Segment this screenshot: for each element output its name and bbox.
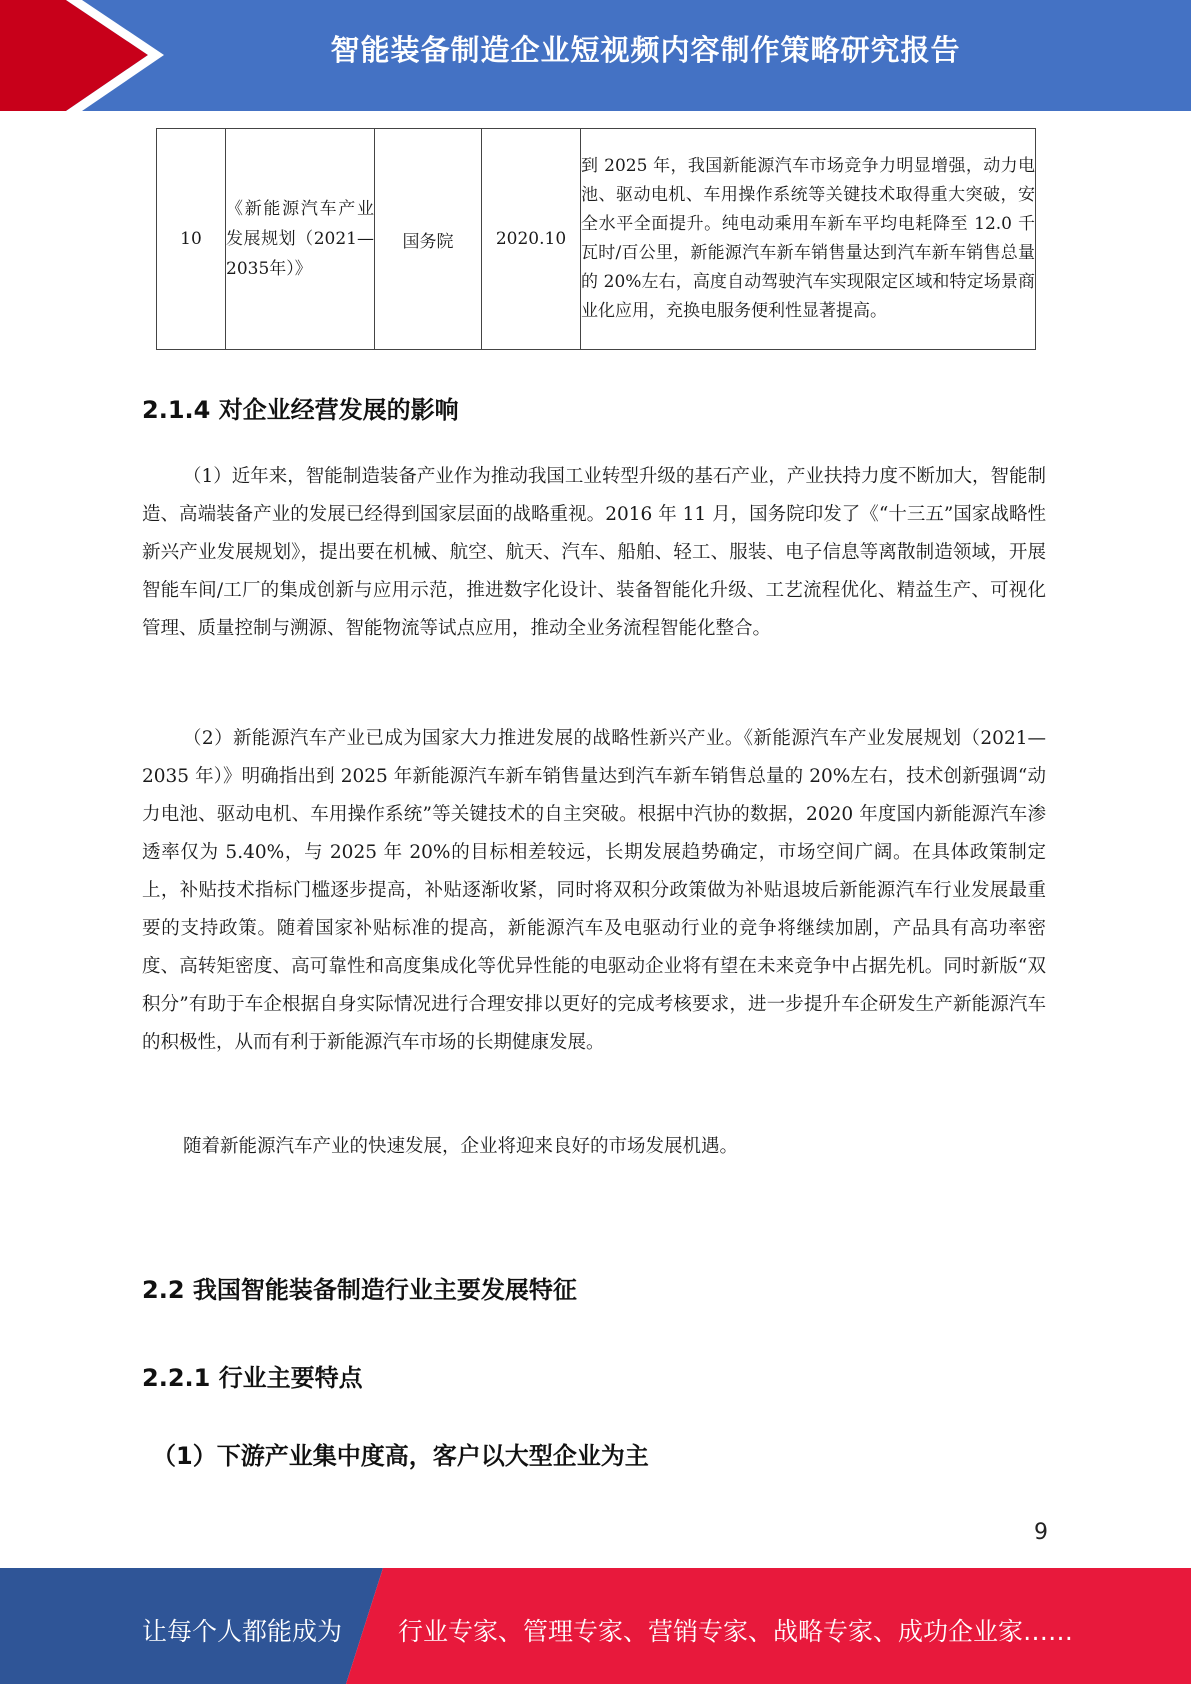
table-row	[157, 129, 1036, 350]
footer-slogan-left: 让每个人都能成为	[142, 1617, 343, 1646]
policy-table	[156, 128, 1036, 350]
cell-date: 2020.10	[482, 129, 581, 350]
cell-number: 10	[157, 129, 226, 350]
cell-issuer: 国务院	[375, 129, 482, 350]
footer-banner	[0, 1568, 1191, 1684]
page-number: 9	[1034, 1520, 1048, 1545]
item-heading-1: （1）下游产业集中度高，客户以大型企业为主	[152, 1442, 649, 1470]
footer-slogan-right: 行业专家、管理专家、营销专家、战略专家、成功企业家……	[398, 1617, 1074, 1646]
header-banner	[0, 0, 1191, 111]
paragraph-2: （2）新能源汽车产业已成为国家大力推进发展的战略性新兴产业。《新能源汽车产业发展规划（2021—2035 年）》明确指出到 2025 年新能源汽车新车销售量达到汽车新车销售总量的 20%左右，技术创新强调“动力电池、驱动电机、车用操作系统”等关键技术的自主突破。根据中汽协的数据，2020 年度国内新能源汽车渗透率仅为 5.40%，与 2025 年 20%的目标相差较远，长期发展趋势确定，市场空间广阔。在具体政策制定上，补贴技术指标门槛逐步提高，补贴逐渐收紧，同时将双积分政策做为补贴退坡后新能源汽车行业发展最重要的支持政策。随着国家补贴标准的提高，新能源汽车及电驱动行业的竞争将继续加剧，产品具有高功率密度、高转矩密度、高可靠性和高度集成化等优异性能的电驱动企业将有望在未来竞争中占据先机。同时新版“双积分”有助于车企根据自身实际情况进行合理安排以更好的完成考核要求，进一步提升车企研发生产新能源汽车的积极性，从而有利于新能源汽车市场的长期健康发展。	[142, 728, 1046, 1053]
paragraph-1: （1）近年来，智能制造装备产业作为推动我国工业转型升级的基石产业，产业扶持力度不断加大，智能制造、高端装备产业的发展已经得到国家层面的战略重视。2016 年 11 月，国务院印发了《“十三五”国家战略性新兴产业发展规划》，提出要在机械、航空、航天、汽车、船舶、轻工、服装、电子信息等离散制造领域，开展智能车间/工厂的集成创新与应用示范，推进数字化设计、装备智能化升级、工艺流程优化、精益生产、可视化管理、质量控制与溯源、智能物流等试点应用，推动全业务流程智能化整合。	[142, 466, 1046, 639]
section-heading-2-2: 2.2 我国智能装备制造行业主要发展特征	[142, 1276, 577, 1304]
section-heading-2-1-4: 2.1.4 对企业经营发展的影响	[142, 396, 459, 424]
cell-description: 到 2025 年，我国新能源汽车市场竞争力明显增强，动力电池、驱动电机、车用操作系统等关键技术取得重大突破，安全水平全面提升。纯电动乘用车新车平均电耗降至 12.0 千瓦时/百公里，新能源汽车新车销售量达到汽车新车销售总量的 20%左右，高度自动驾驶汽车实现限定区域和特定场景商业化应用，充换电服务便利性显著提高。	[581, 129, 1036, 350]
paragraph-3: 随着新能源汽车产业的快速发展，企业将迎来良好的市场发展机遇。	[183, 1136, 739, 1157]
cell-policy-name: 《新能源汽车产业发展规划（2021—2035年）》	[226, 129, 375, 350]
section-heading-2-2-1: 2.2.1 行业主要特点	[142, 1364, 363, 1392]
report-title: 智能装备制造企业短视频内容制作策略研究报告	[330, 33, 961, 67]
